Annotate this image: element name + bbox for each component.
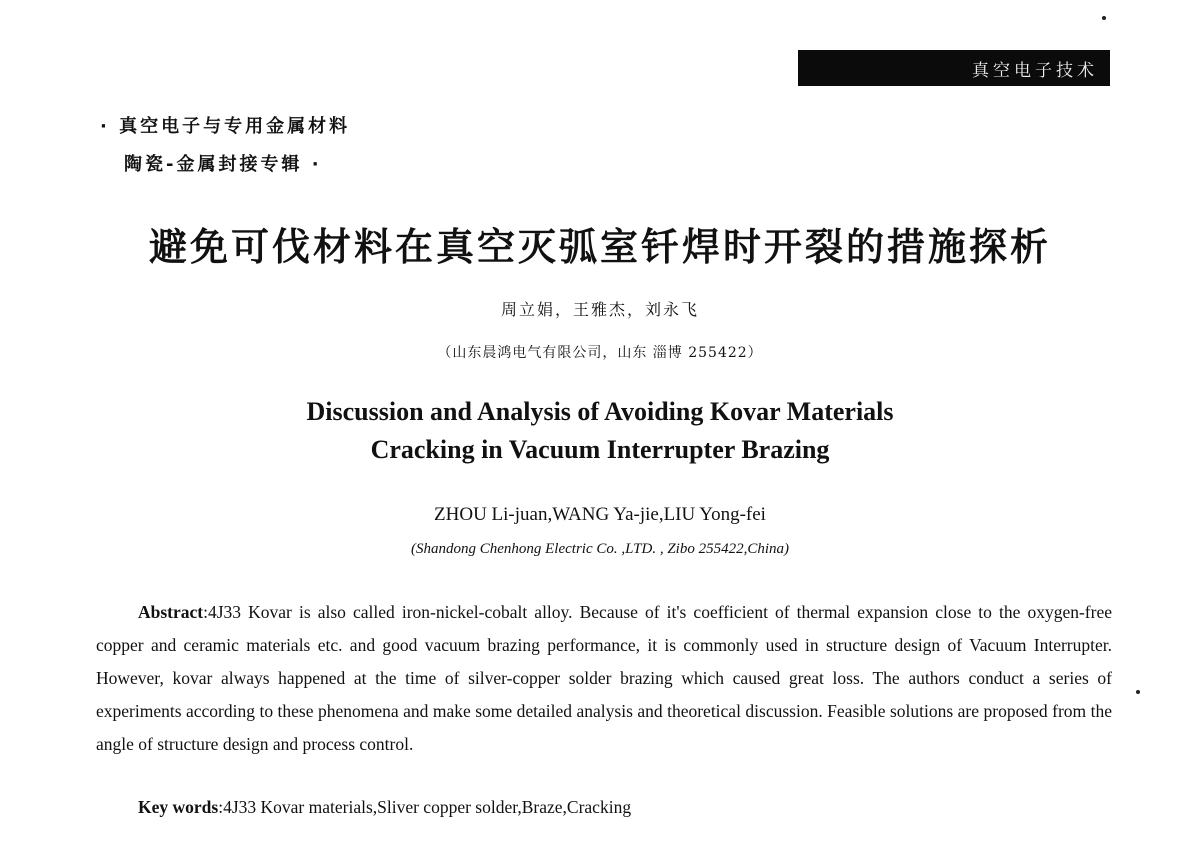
journal-header-text: 真空电子技术: [972, 60, 1098, 81]
paper-title-en-line2: Cracking in Vacuum Interrupter Brazing: [370, 435, 830, 464]
scan-speck: [1102, 16, 1106, 20]
paper-title-en-line1: Discussion and Analysis of Avoiding Kovar Materials: [306, 397, 894, 426]
column-label-line2: 陶瓷-金属封接专辑 ·: [124, 154, 322, 175]
journal-header-bar: [798, 50, 1110, 86]
affiliation-en: (Shandong Chenhong Electric Co. ,LTD. , Zibo 255422,China): [410, 541, 790, 557]
abstract-text: 4J33 Kovar is also called iron-nickel-cobalt alloy. Because of it's coefficient of thermal expansion close to the oxygen-free copper and ceramic materials etc. and good vacuum brazing performance, it is commonly used in structure design of Vacuum Interrupter. However, kovar always happened at the time of silver-copper solder brazing which caused great loss. The authors conduct a series of experiments according to these phenomena and make some detailed analysis and theoretical discussion. Feasible solutions are proposed from the angle of structure design and process control.: [96, 602, 1112, 754]
column-label-line1: · 真空电子与专用金属材料: [100, 116, 351, 137]
keywords-label: Key words: [138, 797, 219, 817]
abstract-separator: :: [203, 602, 208, 622]
keywords: [138, 797, 631, 818]
authors-zh: 周立娟，王雅杰，刘永飞: [500, 300, 699, 319]
keywords-text: 4J33 Kovar materials,Sliver copper solder,Braze,Cracking: [223, 797, 632, 817]
abstract-label: Abstract: [138, 602, 204, 622]
keywords-separator: :: [218, 797, 224, 817]
affiliation-zh: （山东晨鸿电气有限公司，山东 淄博 255422）: [437, 345, 763, 361]
abstract: [96, 596, 1112, 761]
paper-title-zh: 避免可伐材料在真空灭弧室钎焊时开裂的措施探析: [148, 225, 1051, 269]
authors-en: ZHOU Li-juan,WANG Ya-jie,LIU Yong-fei: [434, 504, 766, 525]
paper-title-en: [0, 393, 1200, 469]
scan-speck: [1136, 690, 1140, 694]
